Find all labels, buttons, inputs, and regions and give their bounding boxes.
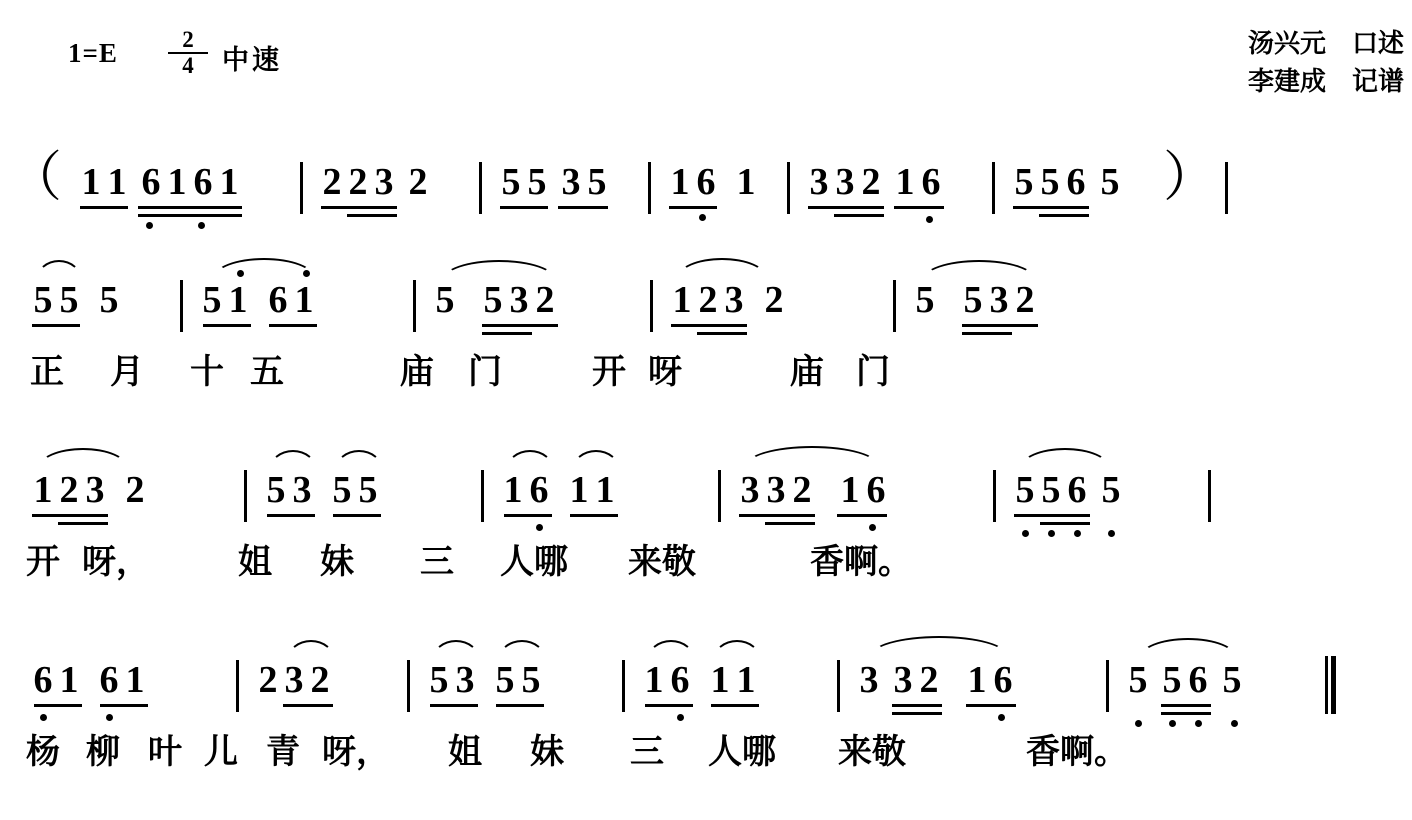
slur bbox=[335, 450, 383, 470]
lyric-row-3 bbox=[0, 534, 1412, 586]
beam bbox=[570, 514, 618, 517]
measure-3-5 bbox=[1012, 448, 1208, 534]
beam bbox=[500, 206, 548, 209]
measure-1-4 bbox=[667, 140, 787, 226]
slur bbox=[498, 640, 546, 660]
lyric-syllable: 庙 bbox=[790, 352, 824, 392]
lyric-syllable: 门 bbox=[856, 352, 890, 392]
measure-3-3 bbox=[500, 448, 718, 534]
beam bbox=[482, 332, 532, 335]
beam bbox=[834, 214, 884, 217]
measure-4-6 bbox=[1125, 638, 1325, 724]
slur bbox=[677, 258, 767, 278]
measure-1-5 bbox=[806, 140, 992, 226]
measure-notes: 5 3 5 5 bbox=[266, 469, 378, 511]
beam bbox=[962, 332, 1012, 335]
beam bbox=[138, 214, 242, 217]
beam bbox=[739, 514, 815, 517]
measure-notes: 1 1 6 1 6 1 bbox=[81, 161, 239, 203]
lyric-syllable: 妹 bbox=[320, 542, 354, 582]
lyric-syllable: 三 bbox=[420, 542, 454, 582]
meter-numerator: 2 bbox=[182, 27, 194, 52]
measure-notes: 2 3 2 bbox=[258, 659, 330, 701]
system-2 bbox=[0, 258, 1412, 396]
barline bbox=[787, 162, 790, 214]
beam bbox=[1039, 214, 1089, 217]
beam bbox=[1161, 712, 1211, 715]
octave-dot bbox=[146, 222, 153, 229]
measure-4-3 bbox=[426, 638, 622, 724]
beam bbox=[1040, 522, 1090, 525]
barline-end-system-3 bbox=[1208, 470, 1211, 522]
slur bbox=[213, 258, 315, 278]
beam bbox=[321, 206, 397, 209]
slur bbox=[38, 448, 128, 468]
octave-dot bbox=[998, 714, 1005, 721]
beam bbox=[80, 206, 128, 209]
beam bbox=[711, 704, 759, 707]
lyric-syllable: 门 bbox=[468, 352, 502, 392]
lyric-syllable: 香啊。 bbox=[810, 542, 912, 582]
notation-row-1 bbox=[0, 140, 1412, 226]
octave-dot bbox=[926, 216, 933, 223]
lyric-syllable: 五 bbox=[250, 352, 284, 392]
beam bbox=[697, 332, 747, 335]
slur bbox=[713, 640, 761, 660]
measure-notes: 5 5 3 5 bbox=[501, 161, 607, 203]
measure-1-6 bbox=[1011, 140, 1163, 226]
lyric-syllable: 香啊。 bbox=[1026, 732, 1128, 772]
barline bbox=[992, 162, 995, 214]
lyric-syllable: 青 bbox=[266, 732, 300, 772]
lyric-syllable: 儿 bbox=[204, 732, 238, 772]
lyric-syllable: 杨 bbox=[26, 732, 60, 772]
beam bbox=[347, 214, 397, 217]
close-paren: ） bbox=[1163, 147, 1217, 207]
beam bbox=[966, 704, 1016, 707]
beam bbox=[32, 514, 108, 517]
beam bbox=[482, 324, 558, 327]
barline bbox=[236, 660, 239, 712]
open-paren: （ bbox=[8, 147, 62, 207]
beam bbox=[645, 704, 693, 707]
beam bbox=[203, 324, 251, 327]
barline bbox=[300, 162, 303, 214]
system-1 bbox=[0, 140, 1412, 226]
slur bbox=[572, 450, 620, 470]
lyric-syllable: 庙 bbox=[400, 352, 434, 392]
beam bbox=[1161, 704, 1211, 707]
credit-line-1: 汤兴元 口述 bbox=[1247, 29, 1404, 59]
beam bbox=[58, 522, 108, 525]
tempo-marking: 中速 bbox=[222, 45, 282, 76]
barline bbox=[650, 280, 653, 332]
measure-notes: 5 5 6 5 bbox=[1014, 161, 1120, 203]
credits-block bbox=[1248, 26, 1404, 101]
measure-notes: 5 5 6 5 bbox=[1128, 659, 1242, 701]
notation-row-4 bbox=[0, 638, 1412, 724]
measure-4-4 bbox=[641, 638, 837, 724]
measure-notes: 1 6 1 1 bbox=[644, 659, 756, 701]
beam bbox=[894, 206, 944, 209]
measure-notes: 3 3 2 1 6 bbox=[740, 469, 886, 511]
slur bbox=[922, 260, 1036, 280]
final-barline bbox=[1325, 656, 1336, 714]
barline bbox=[648, 162, 651, 214]
barline bbox=[180, 280, 183, 332]
meter-denominator: 4 bbox=[168, 52, 208, 78]
measure-notes: 1 6 1 bbox=[670, 161, 756, 203]
measure-3-1 bbox=[30, 448, 244, 534]
measure-2-4 bbox=[669, 258, 893, 344]
slur bbox=[432, 640, 480, 660]
measure-1-3 bbox=[498, 140, 648, 226]
lyric-syllable: 妹 bbox=[530, 732, 564, 772]
measure-notes: 1 2 3 2 bbox=[672, 279, 784, 321]
octave-dot bbox=[40, 714, 47, 721]
measure-notes: 5 5 3 2 bbox=[435, 279, 555, 321]
octave-dot bbox=[869, 524, 876, 531]
beam bbox=[269, 324, 317, 327]
beam bbox=[430, 704, 478, 707]
notation-row-2 bbox=[0, 258, 1412, 344]
beam bbox=[333, 514, 381, 517]
barline bbox=[481, 470, 484, 522]
slur bbox=[870, 636, 1008, 656]
barline bbox=[622, 660, 625, 712]
beam bbox=[504, 514, 552, 517]
octave-dot bbox=[106, 714, 113, 721]
barline bbox=[1106, 660, 1109, 712]
system-3 bbox=[0, 448, 1412, 586]
slur bbox=[506, 450, 554, 470]
barline bbox=[479, 162, 482, 214]
beam bbox=[892, 704, 942, 707]
measure-2-2 bbox=[199, 258, 413, 344]
lyric-syllable: 叶 bbox=[148, 732, 182, 772]
lyric-syllable: 柳 bbox=[86, 732, 120, 772]
beam bbox=[138, 206, 242, 209]
slur bbox=[647, 640, 695, 660]
lyric-syllable: 月 bbox=[110, 352, 144, 392]
measure-notes: 3 3 2 1 6 bbox=[809, 161, 941, 203]
lyric-syllable: 开 bbox=[592, 352, 626, 392]
slur bbox=[36, 260, 82, 280]
slur bbox=[442, 260, 556, 280]
barline bbox=[718, 470, 721, 522]
lyric-row-4 bbox=[0, 724, 1412, 776]
beam bbox=[837, 514, 887, 517]
measure-4-2 bbox=[255, 638, 407, 724]
lyric-syllable: 开 bbox=[26, 542, 60, 582]
slur bbox=[269, 450, 317, 470]
lyric-syllable: 呀 bbox=[648, 352, 682, 392]
measure-notes: 3 3 2 1 6 bbox=[859, 659, 1013, 701]
barline bbox=[413, 280, 416, 332]
lyric-syllable: 正 bbox=[30, 352, 64, 392]
lyric-syllable: 人哪 bbox=[500, 542, 568, 582]
beam bbox=[962, 324, 1038, 327]
measure-3-2 bbox=[263, 448, 481, 534]
beam bbox=[558, 206, 608, 209]
lyric-row-2 bbox=[0, 344, 1412, 396]
lyric-syllable: 呀， bbox=[322, 732, 390, 772]
lyric-syllable: 十 bbox=[190, 352, 224, 392]
system-4 bbox=[0, 638, 1412, 776]
measure-notes: 1 6 1 1 bbox=[503, 469, 615, 511]
lyric-syllable: 来敬 bbox=[628, 542, 696, 582]
lyric-syllable: 呀， bbox=[82, 542, 150, 582]
octave-dot bbox=[699, 214, 706, 221]
slur bbox=[745, 446, 879, 466]
beam bbox=[671, 324, 747, 327]
measure-notes: 5 5 3 2 bbox=[915, 279, 1035, 321]
measure-notes: 5 5 6 5 bbox=[1015, 469, 1121, 511]
barline bbox=[993, 470, 996, 522]
beam bbox=[267, 514, 315, 517]
barline-end-system-1 bbox=[1225, 162, 1228, 214]
octave-dot bbox=[198, 222, 205, 229]
measure-1-2 bbox=[319, 140, 479, 226]
measure-notes: 6 1 6 1 bbox=[33, 659, 145, 701]
measure-notes: 1 2 3 2 bbox=[33, 469, 145, 511]
lyric-syllable: 姐 bbox=[448, 732, 482, 772]
measure-1-1 bbox=[78, 140, 300, 226]
barline bbox=[893, 280, 896, 332]
beam bbox=[1013, 206, 1089, 209]
beam bbox=[100, 704, 148, 707]
measure-3-4 bbox=[737, 448, 993, 534]
lyric-syllable: 姐 bbox=[238, 542, 272, 582]
barline bbox=[407, 660, 410, 712]
key-signature: 1=E bbox=[68, 38, 118, 68]
score-header bbox=[0, 16, 1412, 96]
measure-4-1 bbox=[30, 638, 236, 724]
slur bbox=[1139, 638, 1237, 658]
beam bbox=[892, 712, 942, 715]
notation-row-3 bbox=[0, 448, 1412, 534]
octave-dot bbox=[536, 524, 543, 531]
beam bbox=[32, 324, 80, 327]
slur bbox=[287, 640, 335, 660]
measure-2-5 bbox=[912, 258, 1130, 344]
time-signature bbox=[168, 28, 208, 78]
measure-notes: 2 2 3 2 bbox=[322, 161, 428, 203]
barline bbox=[837, 660, 840, 712]
beam bbox=[283, 704, 333, 707]
measure-2-1 bbox=[30, 258, 180, 344]
beam bbox=[765, 522, 815, 525]
measure-2-3 bbox=[432, 258, 650, 344]
measure-notes: 5 1 6 1 bbox=[202, 279, 314, 321]
measure-4-5 bbox=[856, 638, 1106, 724]
measure-notes: 5 5 5 bbox=[33, 279, 119, 321]
credit-line-2: 李建成 记谱 bbox=[1247, 66, 1404, 97]
beam bbox=[669, 206, 717, 209]
slur bbox=[1020, 448, 1110, 468]
lyric-syllable: 三 bbox=[630, 732, 664, 772]
beam bbox=[496, 704, 544, 707]
barline bbox=[244, 470, 247, 522]
measure-notes: 5 3 5 5 bbox=[429, 659, 541, 701]
beam bbox=[34, 704, 82, 707]
lyric-syllable: 人哪 bbox=[708, 732, 776, 772]
lyric-syllable: 来敬 bbox=[838, 732, 906, 772]
beam bbox=[1014, 514, 1090, 517]
beam bbox=[808, 206, 884, 209]
octave-dot bbox=[677, 714, 684, 721]
